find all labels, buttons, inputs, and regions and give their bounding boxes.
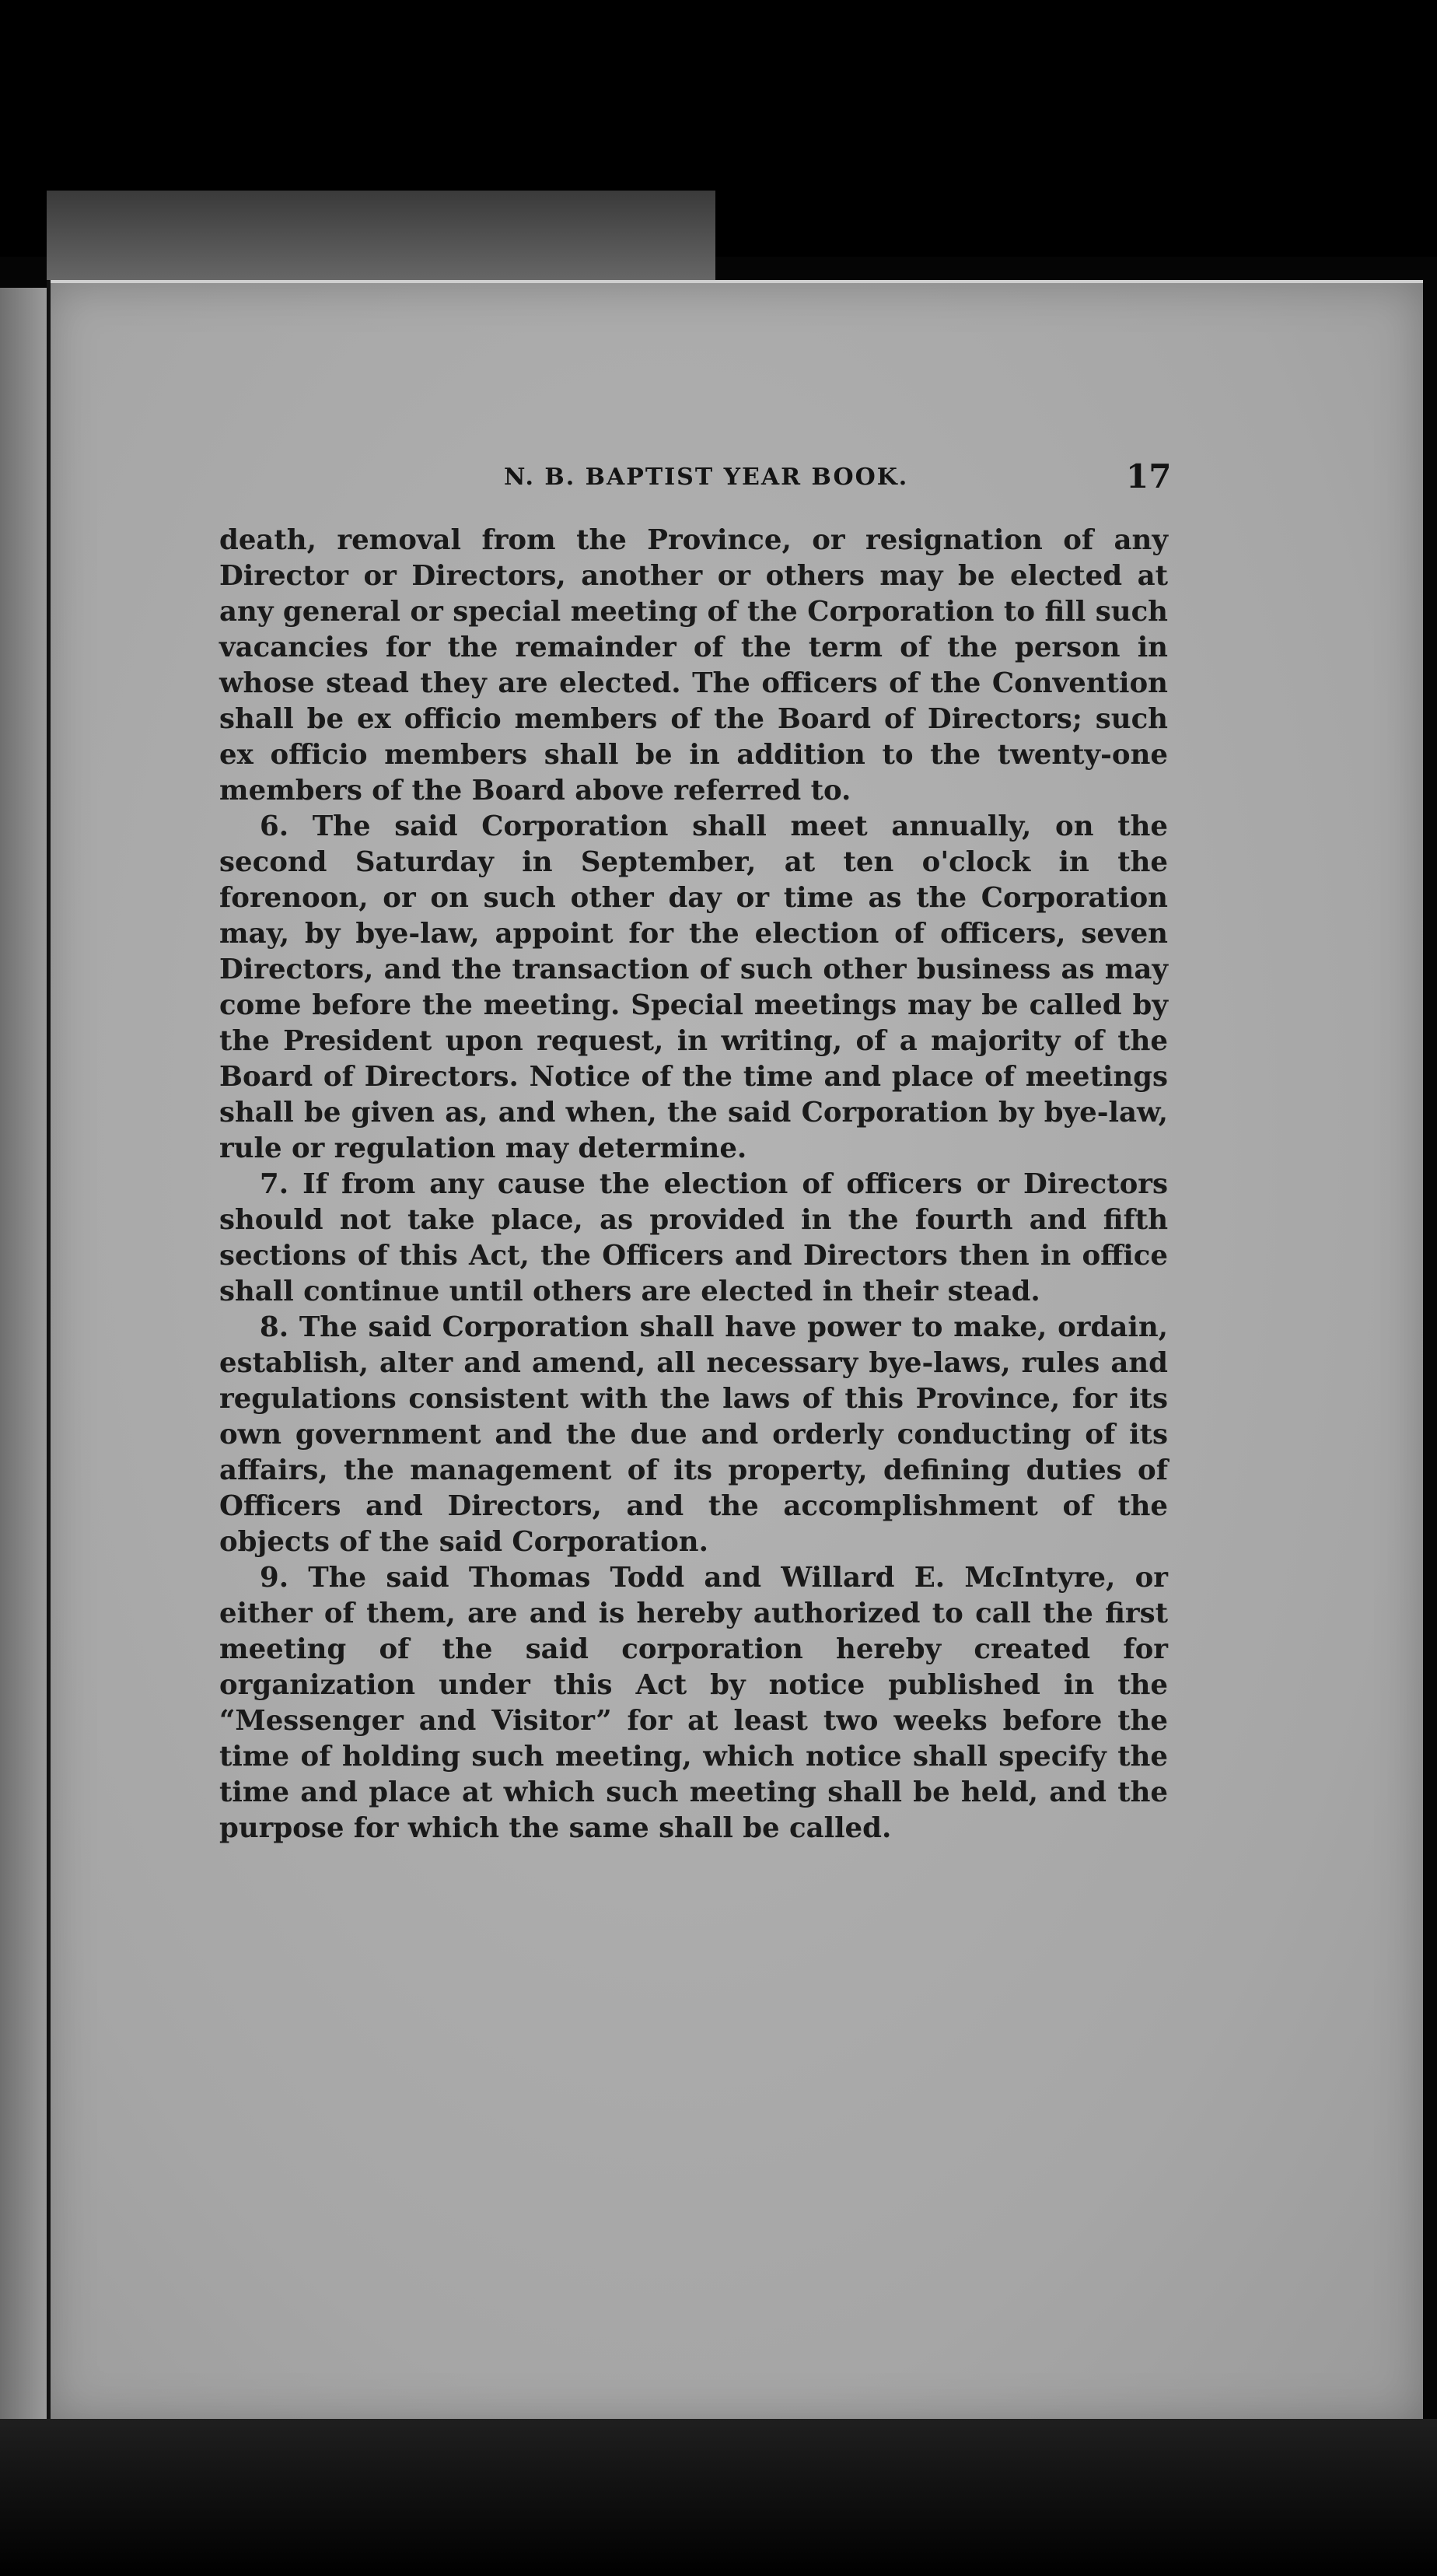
running-title: N. B. BAPTIST YEAR BOOK.: [504, 464, 909, 491]
paragraph-section-8: 8. The said Corporation shall have power to make, ordain, establish, alter and amend, all necessary bye-laws, rules and regulations consistent with the laws of this Province, for its own government and the due and orderly conducting of its affairs, the management of its property, defining duties of Officers and Directors, and the accomplishment of the objects of the said Corporation.: [219, 1311, 1168, 1558]
facing-page-edge: [0, 288, 48, 2427]
paragraph-continuation: death, removal from the Province, or resignation of any Director or Directors, another or others may be elected at any general or special meeting of the Corporation to fill such vacancies for the remainder of the term of the person in whose stead they are elected. The officers of the Convention shall be ex officio members of the Board of Directors; such ex officio members shall be in addition to the twenty-one members of the Board above referred to.: [219, 524, 1168, 807]
paragraph-section-7: 7. If from any cause the election of officers or Directors should not take place, as provided in the fourth and fifth sections of this Act, the Officers and Directors then in office shall continue until others are elected in their stead.: [219, 1168, 1168, 1307]
paragraph-section-9: 9. The said Thomas Todd and Willard E. McIntyre, or either of them, are and is hereby authorized to call the first meeting of the said corporation hereby created for organization under this Act by notice published in the “Messenger and Visitor” for at least two weeks before the time of holding such meeting, which notice shall specify the time and place at which such meeting shall be held, and the purpose for which the same shall be called.: [219, 1562, 1168, 1844]
book-spine: [47, 280, 51, 2450]
page-number: 17: [1126, 457, 1172, 495]
scan-bottom-background: [0, 2419, 1437, 2576]
page-text: [219, 523, 1168, 1846]
paragraph-section-6: 6. The said Corporation shall meet annually, on the second Saturday in September, at ten o'clock in the forenoon, or on such other day or time as the Corporation may, by bye-law, appoint for the election of officers, seven Directors, and the transaction of such other business as may come before the meeting. Special meetings may be called by the President upon request, in writing, of a majority of the Board of Directors. Notice of the time and place of meetings shall be given as, and when, the said Corporation by bye-law, rule or regulation may determine.: [219, 810, 1168, 1164]
previous-page-edge: [47, 191, 715, 292]
